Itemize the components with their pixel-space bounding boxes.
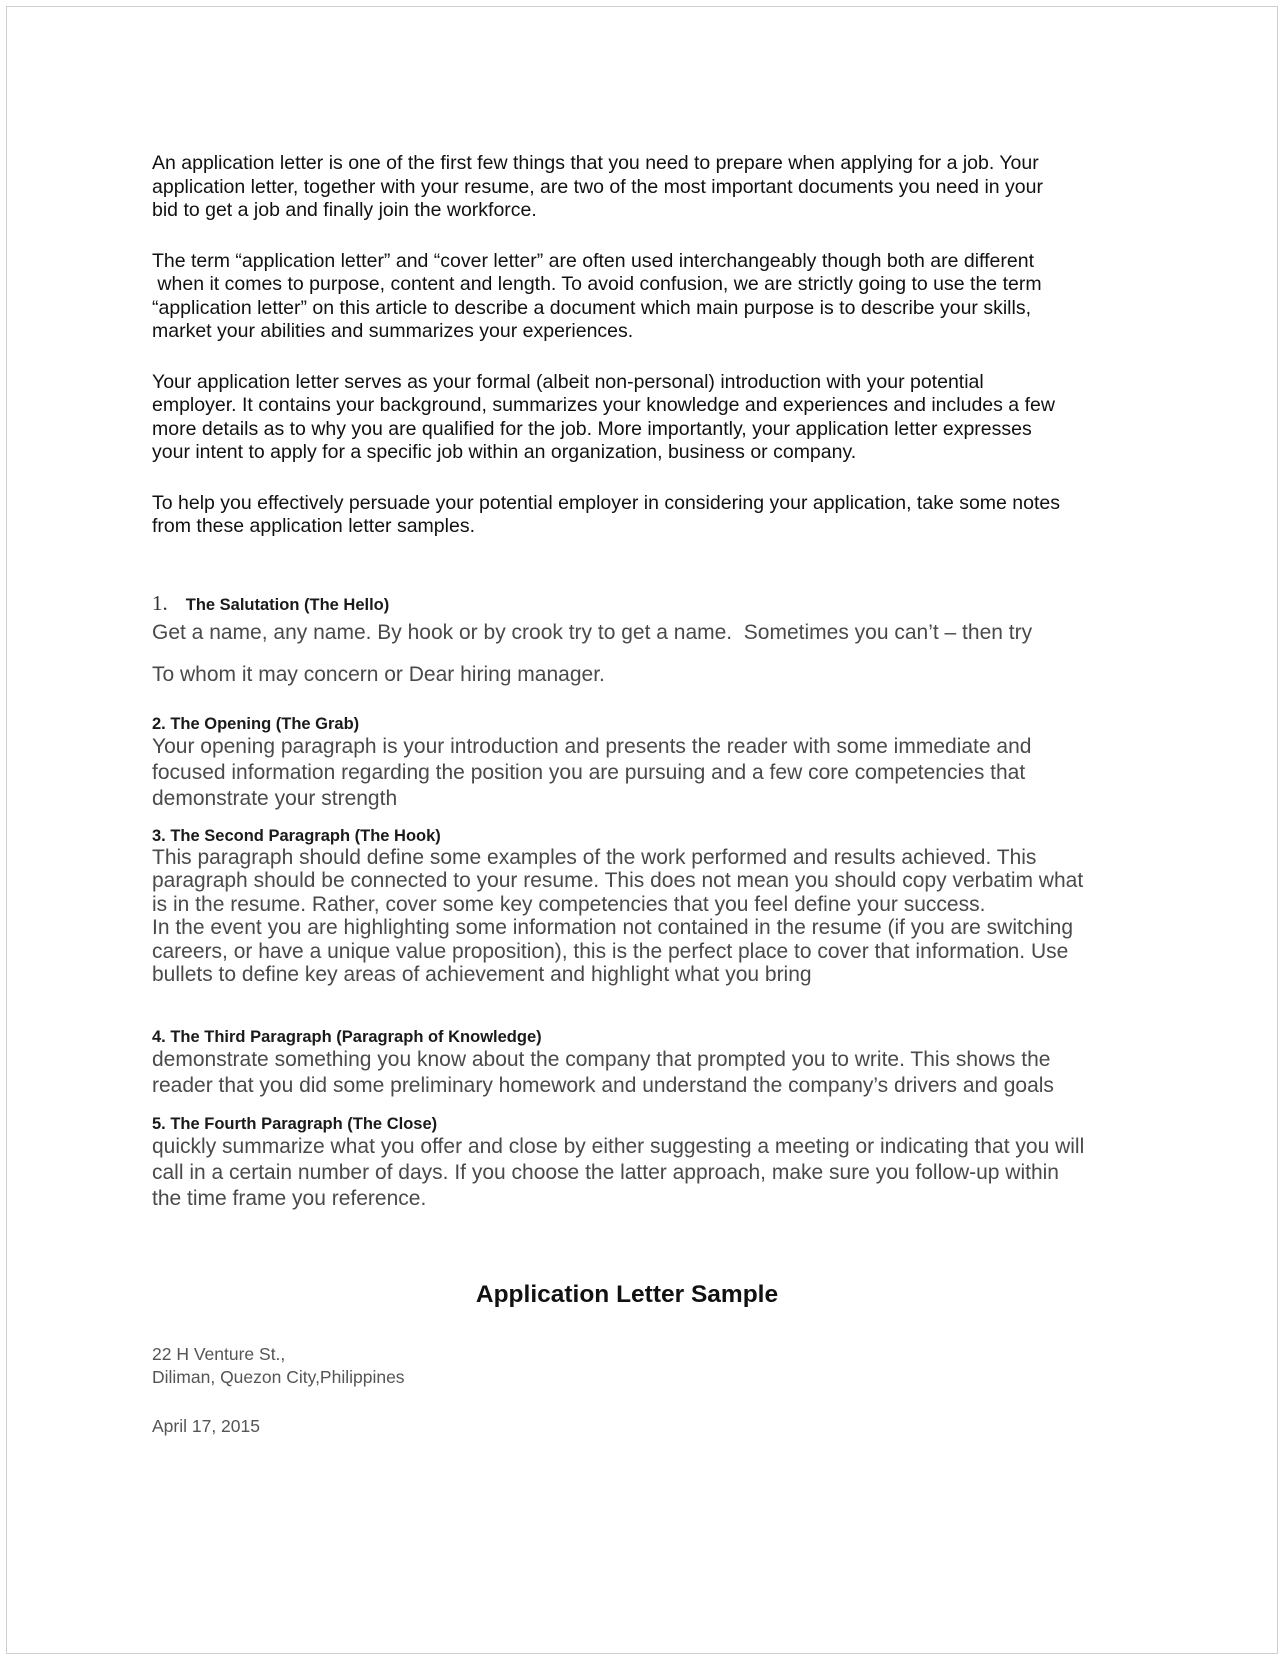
section-salutation-heading xyxy=(152,591,1132,616)
intro-paragraph-4: To help you effectively persuade your potential employer in considering your application, take some notes from these application letter samples. xyxy=(152,491,1061,537)
section-third-paragraph-body: demonstrate something you know about the company that prompted you to write. This shows the reader that you did some preliminary homework and understand the company’s drivers and goals xyxy=(152,1047,1054,1097)
intro-paragraph-1: An application letter is one of the first few things that you need to prepare when applying for a job. Your application letter, together with your resume, are two of the most important documents you need in your bid to get a job and finally join the workforce. xyxy=(152,152,1043,221)
section-heading: The Salutation (The Hello) xyxy=(185,595,390,614)
intro-paragraph-2: The term “application letter” and “cover letter” are often used interchangeably though both are different when it comes to purpose, content and length. To avoid confusion, we are strictly going to use the term “application letter” on this article to describe a document which main purpose is to describe your skills, market your abilities and summarizes your experiences. xyxy=(152,249,1042,342)
address-line-2: Diliman, Quezon City,Philippines xyxy=(152,1367,405,1387)
section-salutation-body: Get a name, any name. By hook or by crook try to get a name. Sometimes you can’t – then try xyxy=(152,620,1033,644)
section-fourth-paragraph-heading: 5. The Fourth Paragraph (The Close) xyxy=(152,1114,438,1133)
section-second-paragraph-heading: 3. The Second Paragraph (The Hook) xyxy=(152,826,441,845)
section-third-paragraph-heading: 4. The Third Paragraph (Paragraph of Knowledge) xyxy=(152,1027,542,1046)
section-number: 1. xyxy=(152,590,168,615)
section-opening-body: Your opening paragraph is your introduction and presents the reader with some immediate and focused information regarding the position you are pursuing and a few core competencies that demonstrate your strength xyxy=(152,734,1032,810)
section-opening-heading: 2. The Opening (The Grab) xyxy=(152,714,360,733)
section-salutation-example: To whom it may concern or Dear hiring manager. xyxy=(152,662,605,686)
section-second-paragraph-body: This paragraph should define some examples of the work performed and results achieved. This paragraph should be connected to your resume. This does not mean you should copy verbatim what is in the resume. Rather, cover some key competencies that you feel define your success. In the event you are highlighting some information not contained in the resume (if you are switching careers, or have a unique value proposition), this is the perfect place to cover that information. Use bullets to define key areas of achievement and highlight what you bring xyxy=(152,845,1084,986)
section-fourth-paragraph-body: quickly summarize what you offer and close by either suggesting a meeting or indicating that you will call in a certain number of days. If you choose the latter approach, make sure you follow-up within the time frame you reference. xyxy=(152,1134,1085,1210)
letter-sample-title: Application Letter Sample xyxy=(475,1280,779,1308)
sender-address xyxy=(152,1343,1132,1390)
document-body xyxy=(152,152,1132,1438)
letter-date: April 17, 2015 xyxy=(152,1415,260,1436)
intro-paragraph-3: Your application letter serves as your formal (albeit non-personal) introduction with your potential employer. It contains your background, summarizes your knowledge and experiences and includes a few more details as to why you are qualified for the job. More importantly, your application letter expresses your intent to apply for a specific job within an organization, business or company. xyxy=(152,370,1055,463)
address-line-1: 22 H Venture St., xyxy=(152,1343,286,1364)
